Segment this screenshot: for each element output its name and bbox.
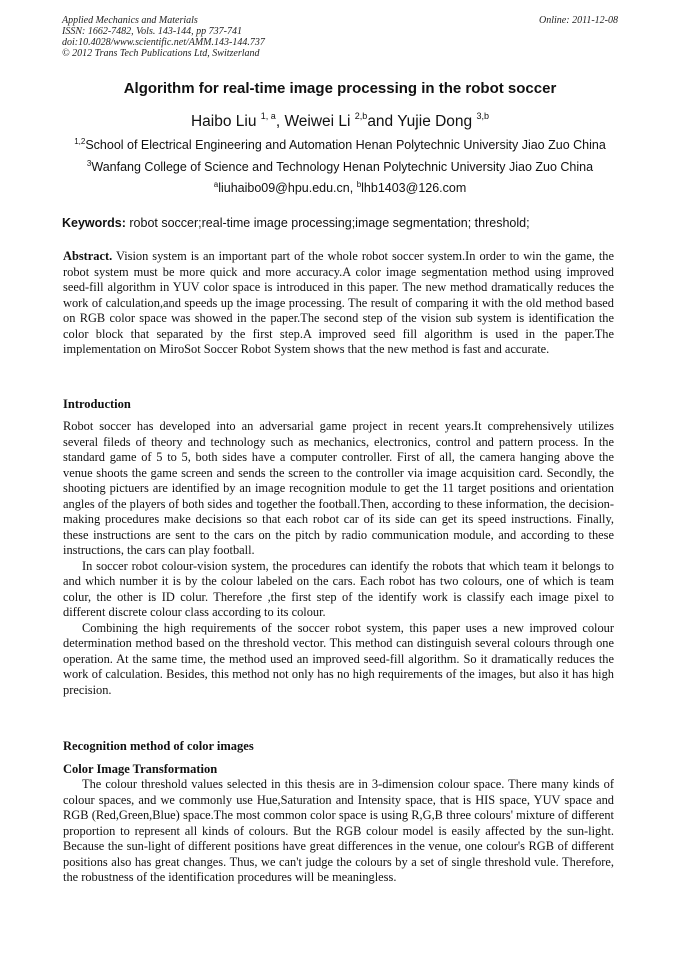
section-heading-introduction: Introduction: [63, 397, 131, 411]
author-name: and Yujie Dong: [367, 113, 473, 130]
copyright-line: © 2012 Trans Tech Publications Ltd, Switzerland: [62, 48, 260, 59]
email-superscript: b: [356, 180, 362, 189]
online-date: Online: 2011-12-08: [539, 15, 618, 26]
section-heading-recognition: Recognition method of color images: [63, 739, 254, 753]
affiliation-2: [62, 160, 618, 174]
body-paragraph: The colour threshold values selected in this thesis are in 3-dimension colour space. There many kinds of colour spaces, and we commonly use Hue,Saturation and Intensity space, that is HIS space, YUV space and RGB (Red,Green,Blue) space.The most common color space is using R,G,B three colours' mixture of different proportion to represent all kinds of colours. But the RGB colour model is easily affected by the sun-light. Because the sun-light of different positions have great differences in the venue, one colour's RGB of different positions also has great changes. Thus, we can't judge the colours by a set of single threshold vule. Therefore, the robustness of the identification procedures will be meaningless.: [63, 777, 614, 884]
author-superscript: 2,b: [354, 111, 368, 121]
author-separator: ,: [275, 113, 285, 130]
issn-line: ISSN: 1662-7482, Vols. 143-144, pp 737-741: [62, 26, 242, 37]
introduction-body: [63, 419, 614, 698]
email-address: lhb1403@126.com: [361, 181, 467, 195]
journal-name: Applied Mechanics and Materials: [62, 15, 198, 26]
affiliation-1: [62, 138, 618, 152]
affiliation-superscript: 1,2: [74, 137, 86, 146]
email-address: liuhaibo09@hpu.edu.cn,: [218, 181, 357, 195]
paper-title: Algorithm for real-time image processing in the robot soccer: [123, 80, 557, 97]
abstract-text: Vision system is an important part of the whole robot soccer system.In order to win the game, the robot system must be more quick and more accuracy.A color image segmentation method using improved seed-fill algorithm in YUV color space is introduced in this paper. The new method dramatically reduces the work of calculation,and speeds up the image processing. The result of comparing it with the old method based on RGB color space was showed in the paper.The second step of the vision sub system is identification the color block that separated by the first step.A improved seed fill algorithm is used in the paper.The implementation on MiroSot Soccer Robot System shows that the new method is fast and accurate.: [63, 249, 614, 356]
subsection-heading-transformation: Color Image Transformation: [63, 762, 218, 776]
transformation-body: [63, 777, 614, 886]
email-superscript: a: [213, 180, 219, 189]
keywords-line: [62, 216, 618, 230]
author-line: [62, 113, 618, 131]
author-superscript: 1, a: [260, 111, 276, 121]
body-paragraph: Combining the high requirements of the soccer robot system, this paper uses a new improved colour determination method based on the threshold vector. This method can distinguish several colours through one operation. At the same time, the method used an improved seed-fill algorithm. So it dramatically reduces the work of calculation. Besides, this method not only has no high requirements of the images, but also it has high precision.: [63, 620, 614, 697]
affiliation-superscript: 3: [86, 159, 92, 168]
email-line: [62, 181, 618, 195]
affiliation-text: Wanfang College of Science and Technology Henan Polytechnic University Jiao Zuo China: [91, 160, 594, 174]
keywords-label: Keywords:: [62, 216, 126, 230]
affiliation-text: School of Electrical Engineering and Automation Henan Polytechnic University Jiao Zuo China: [85, 138, 606, 152]
body-paragraph: Robot soccer has developed into an adversarial game project in recent years.It comprehensively utilizes several fileds of theory and technology such as mechanics, electronics, control and pattern process. In the standard game of 5 to 5, both sides have a computer controller. First of all, the camera hanging above the venue shoots the game screen and sends the screen to the controller via image acquisition card. Secondly, the shooting pictuers are identified by an image recognition module to get the 11 target positions and orientation angles of the players of both sides and together the football.Then, according to these information, the decision-making procedures make decisions so that each robot car of its side can get its speed instructions. Finally, these instructions are sent to the cars on the pitch by radio communication module, and according to these instructions, the cars can play football.: [63, 419, 614, 557]
abstract-label: Abstract.: [63, 249, 113, 263]
journal-header: [62, 15, 618, 59]
abstract-paragraph: [63, 249, 614, 358]
author-superscript: 3,b: [476, 111, 490, 121]
keywords-text: robot soccer;real-time image processing;image segmentation; threshold;: [125, 216, 530, 230]
doi-line: doi:10.4028/www.scientific.net/AMM.143-144.737: [62, 37, 265, 48]
author-name: Weiwei Li: [284, 113, 351, 130]
body-paragraph: In soccer robot colour-vision system, the procedures can identify the robots that which team it belongs to and which number it is by the colour labeled on the cars. Each robot has two colours, one of which is team colur, the other is ID colur. Therefore ,the first step of the identify work is classify each image pixel to different discrete colour class according to its colour.: [63, 558, 614, 619]
author-name: Haibo Liu: [190, 113, 257, 130]
